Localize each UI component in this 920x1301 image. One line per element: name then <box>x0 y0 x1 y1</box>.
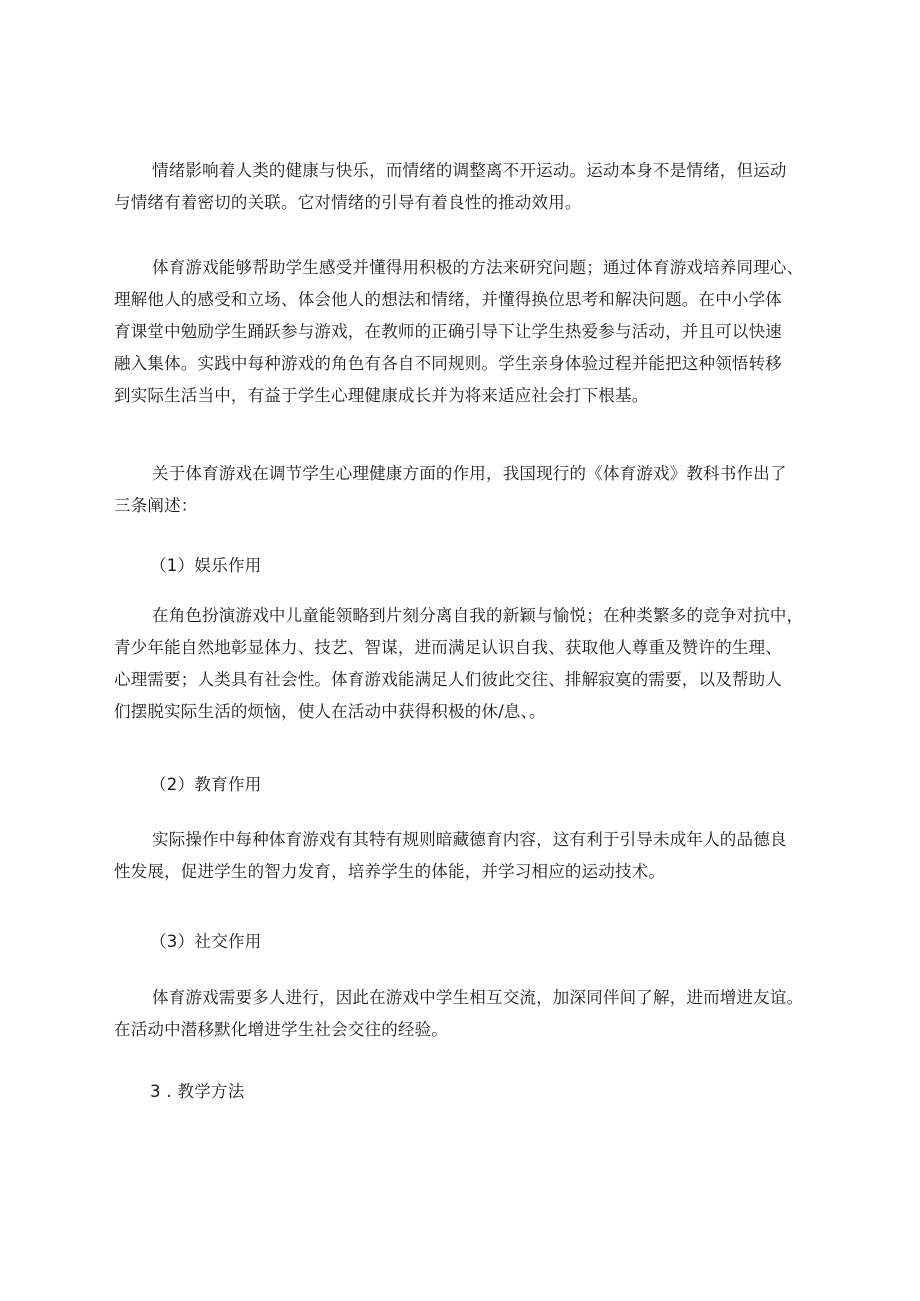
paragraph-line: 体育游戏需要多人进行，因此在游戏中学生相互交流，加深同伴间了解，进而增进友谊。 <box>152 988 804 1007</box>
paragraph-line: 与情绪有着密切的关联。它对情绪的引导有着良性的推动效用。 <box>114 193 582 212</box>
paragraph-line: 理解他人的感受和立场、体会他人的想法和情绪，并懂得换位思考和解决问题。在中小学体 <box>114 290 782 309</box>
heading-social: （3）社交作用 <box>150 932 262 951</box>
paragraph-line: 情绪影响着人类的健康与快乐，而情绪的调整离不开运动。运动本身不是情绪，但运动 <box>152 161 787 180</box>
paragraph-line: 性发展，促进学生的智力发育，培养学生的体能，并学习相应的运动技术。 <box>114 862 666 881</box>
paragraph-education <box>114 824 814 888</box>
paragraph-line: 们摆脱实际生活的烦恼，使人在活动中获得积极的休/息、。 <box>114 702 546 721</box>
paragraph-textbook <box>114 458 814 522</box>
paragraph-line: 关于体育游戏在调节学生心理健康方面的作用，我国现行的《体育游戏》教科书作出了 <box>152 464 787 483</box>
paragraph-line: 实际操作中每种体育游戏有其特有规则暗藏德育内容，这有利于引导未成年人的品德良 <box>152 830 787 849</box>
paragraph-line: 育课堂中勉励学生踊跃参与游戏，在教师的正确引导下让学生热爱参与活动，并且可以快速 <box>114 322 782 341</box>
paragraph-line: 到实际生活当中，有益于学生心理健康成长并为将来适应社会打下根基。 <box>114 386 649 405</box>
paragraph-line: 融入集体。实践中每种游戏的角色有各自不同规则。学生亲身体验过程并能把这种领悟转移 <box>114 354 782 373</box>
heading-education: （2）教育作用 <box>150 775 262 794</box>
heading-entertainment: （1）娱乐作用 <box>150 556 262 575</box>
paragraph-line: 三条阐述： <box>114 496 198 515</box>
paragraph-sports-games <box>114 252 814 412</box>
heading-teaching-methods: 3 . 教学方法 <box>150 1082 245 1101</box>
paragraph-emotion <box>114 155 814 219</box>
paragraph-line: 心理需要；人类具有社会性。体育游戏能满足人们彼此交往、排解寂寞的需要，以及帮助人 <box>114 670 782 689</box>
paragraph-line: 体育游戏能够帮助学生感受并懂得用积极的方法来研究问题；通过体育游戏培养同理心、 <box>152 258 804 277</box>
paragraph-line: 青少年能自然地彰显体力、技艺、智谋，进而满足认识自我、获取他人尊重及赞许的生理、 <box>114 638 782 657</box>
paragraph-line: 在角色扮演游戏中儿童能领略到片刻分离自我的新颖与愉悦；在种类繁多的竞争对抗中， <box>152 606 804 625</box>
paragraph-entertainment <box>114 600 814 728</box>
paragraph-social <box>114 982 814 1046</box>
paragraph-line: 在活动中潜移默化增进学生社会交往的经验。 <box>114 1020 448 1039</box>
